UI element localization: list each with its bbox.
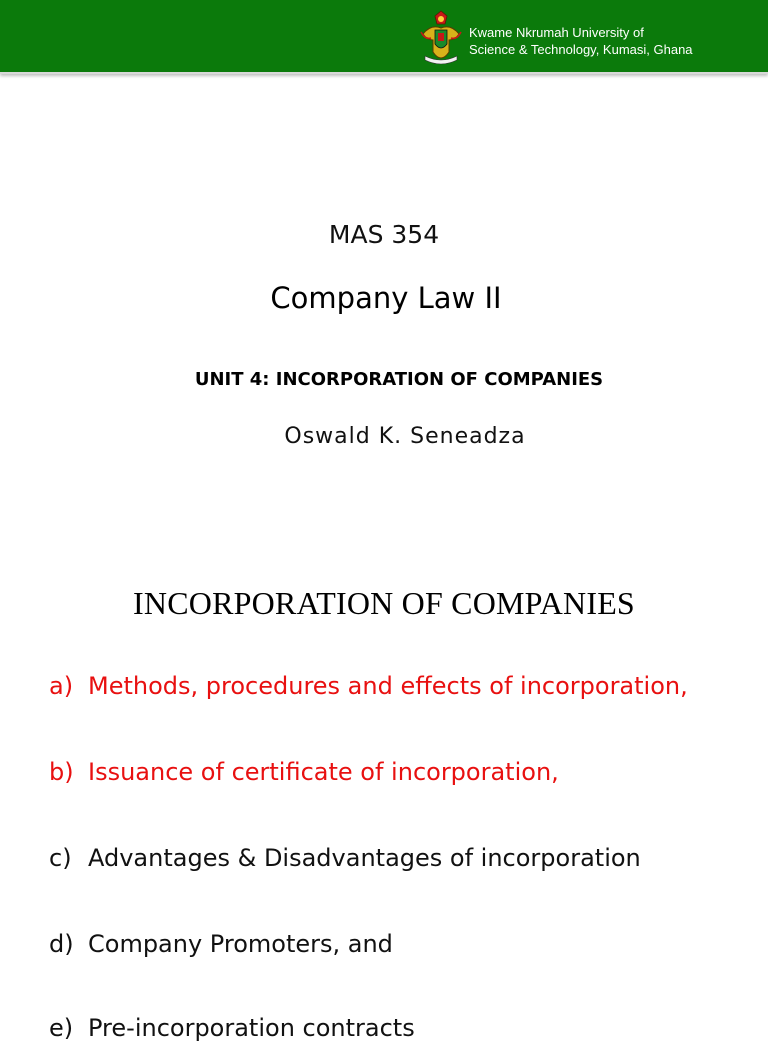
list-marker: d) — [49, 930, 74, 958]
list-item — [49, 758, 559, 786]
list-item — [49, 930, 393, 958]
slide-heading: INCORPORATION OF COMPANIES — [133, 585, 635, 621]
list-item-text: Methods, procedures and effects of incorporation, — [88, 672, 688, 700]
course-code: MAS 354 — [328, 220, 440, 249]
list-marker: b) — [49, 758, 74, 786]
knust-crest-icon — [419, 10, 463, 66]
university-name-line-2: Science & Technology, Kumasi, Ghana — [469, 42, 693, 57]
list-marker: c) — [49, 844, 72, 872]
university-header-bar — [0, 0, 768, 74]
author-name: Oswald K. Seneadza — [284, 424, 526, 449]
list-item-text: Issuance of certificate of incorporation, — [88, 758, 559, 786]
list-item-text: Advantages & Disadvantages of incorporation — [88, 844, 641, 872]
university-name — [469, 24, 693, 58]
list-item-text: Company Promoters, and — [88, 930, 393, 958]
list-item — [49, 1014, 415, 1042]
course-title: Company Law II — [270, 281, 502, 315]
list-marker: e) — [49, 1014, 74, 1042]
list-marker: a) — [49, 672, 74, 700]
list-item — [49, 672, 688, 700]
list-item-text: Pre-incorporation contracts — [88, 1014, 415, 1042]
list-item — [49, 844, 641, 872]
university-name-line-1: Kwame Nkrumah University of — [469, 25, 644, 40]
unit-title: UNIT 4: INCORPORATION OF COMPANIES — [194, 369, 604, 390]
